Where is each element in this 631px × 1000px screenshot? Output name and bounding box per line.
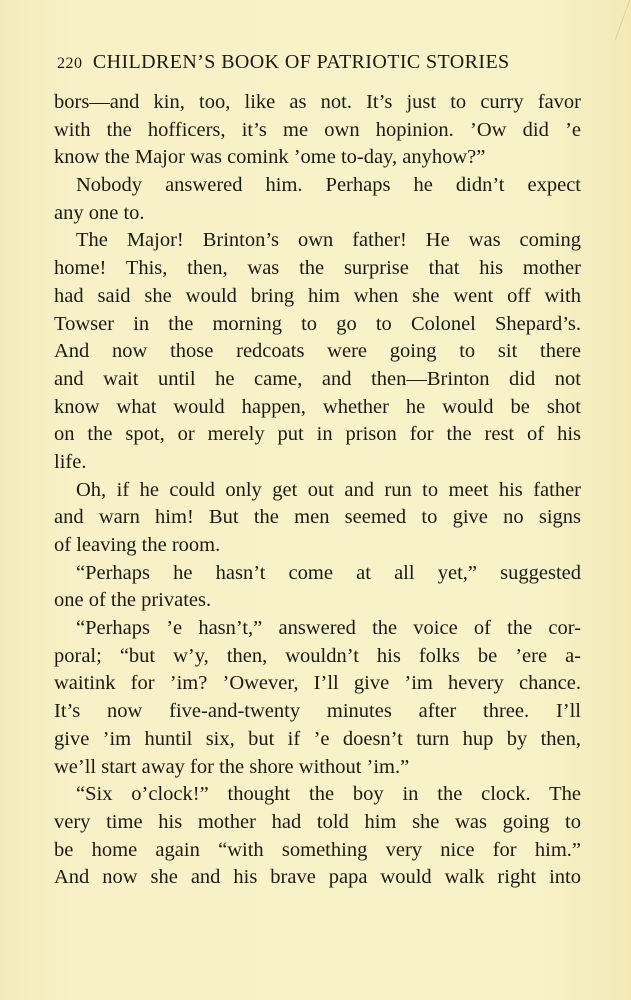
text-line: and warn him! But the men seemed to give no signs — [54, 506, 581, 529]
text-line: And now she and his brave papa would walk right into — [54, 866, 581, 889]
text-line: Nobody answered him. Perhaps he didn’t expect — [76, 174, 581, 197]
text-line: poral; “but w’y, then, wouldn’t his folks be ’ere a- — [54, 644, 581, 667]
page-number: 220 — [57, 55, 83, 72]
text-line: “Six o’clock!” thought the boy in the clock. The — [76, 783, 581, 806]
text-line: very time his mother had told him she was going to — [54, 810, 581, 833]
text-line: know the Major was comink ’ome to-day, anyhow?” — [54, 146, 486, 169]
text-line: waitink for ’im? ’Owever, I’ll give ’im hevery chance. — [54, 672, 581, 695]
text-line: know what would happen, whether he would be shot — [54, 395, 581, 418]
text-line: life. — [54, 450, 87, 473]
text-line: Oh, if he could only get out and run to meet his father — [76, 478, 581, 501]
text-line: any one to. — [54, 201, 145, 224]
text-line: be home again “with something very nice for him.” — [54, 838, 581, 861]
body-text — [54, 89, 581, 892]
running-header — [57, 51, 557, 77]
text-line: The Major! Brinton’s own father! He was coming — [76, 229, 581, 252]
text-line: give ’im huntil six, but if ’e doesn’t turn hup by then, — [54, 727, 581, 750]
text-line: had said she would bring him when she went off with — [54, 284, 581, 307]
text-line: one of the privates. — [54, 589, 212, 612]
text-line: “Perhaps he hasn’t come at all yet,” suggested — [76, 561, 581, 584]
running-title: CHILDREN’S BOOK OF PATRIOTIC STORIES — [92, 51, 510, 73]
text-line: Towser in the morning to go to Colonel Shepard’s. — [54, 312, 581, 335]
text-line: on the spot, or merely put in prison for the rest of his — [54, 423, 581, 446]
text-line: of leaving the room. — [54, 534, 221, 556]
text-line: home! This, then, was the surprise that his mother — [54, 257, 581, 280]
text-line: And now those redcoats were going to sit there — [54, 340, 581, 363]
text-line: we’ll start away for the shore without ’im.” — [54, 755, 410, 778]
text-line: “Perhaps ’e hasn’t,” answered the voice of the cor- — [76, 617, 581, 640]
text-line: with the hofficers, it’s me own hopinion. ’Ow did ’e — [54, 118, 581, 141]
text-line: and wait until he came, and then—Brinton did not — [54, 367, 581, 390]
text-line: bors—and kin, too, like as not. It’s just to curry favor — [54, 91, 581, 113]
text-line: It’s now five-and-twenty minutes after three. I’ll — [54, 700, 581, 723]
page-corner-crease — [597, 0, 631, 40]
